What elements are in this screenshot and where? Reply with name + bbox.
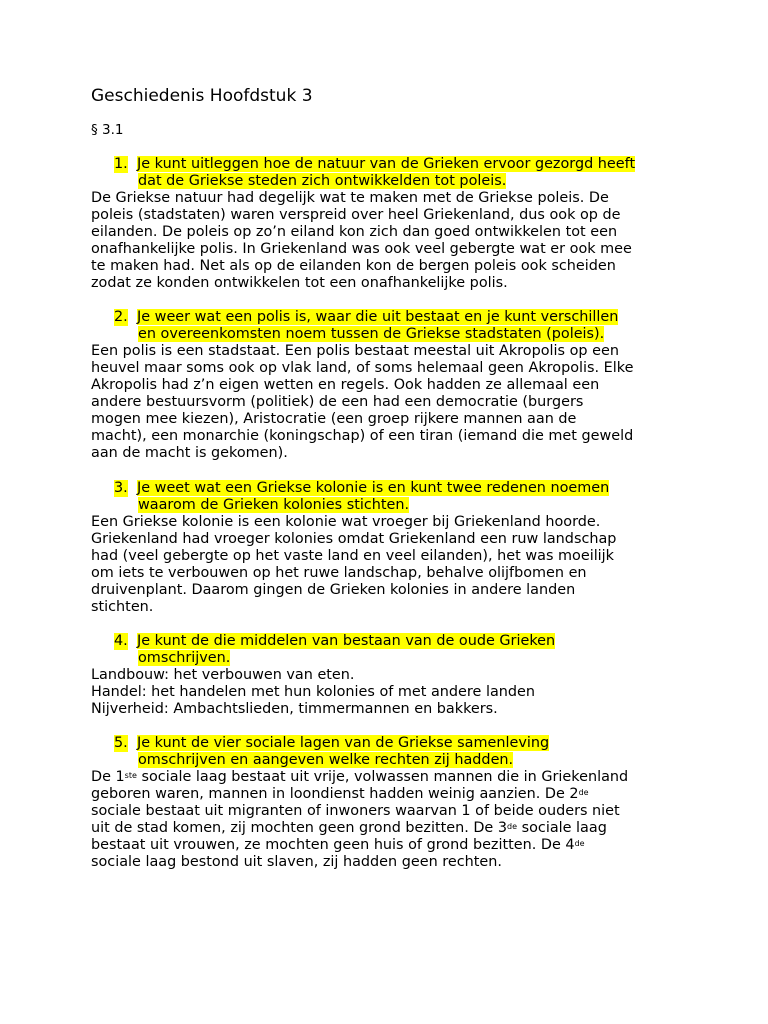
answer-line: Nijverheid: Ambachtslieden, timmermannen en bakkers. <box>91 701 498 717</box>
ordinal-superscript: ste <box>124 771 137 780</box>
answer-line: sociale bestaat uit migranten of inwoners waarvan 1 of beide ouders niet <box>91 803 620 819</box>
answer-line: heuvel maar soms ook op vlak land, of soms helemaal geen Akropolis. Elke <box>91 360 634 376</box>
answer-line: poleis (stadstaten) waren verspreid over heel Griekenland, dus ook op de <box>91 207 621 223</box>
answer-line: sociale laag bestond uit slaven, zij hadden geen rechten. <box>91 854 502 870</box>
answer-line: om iets te verbouwen op het ruwe landschap, behalve olijfbomen en <box>91 565 587 581</box>
question-number: 3. <box>114 480 128 496</box>
ordinal-superscript: de <box>507 822 518 831</box>
answer-4 <box>91 667 691 718</box>
question-3 <box>114 480 684 514</box>
answer-line: Griekenland had vroeger kolonies omdat Griekenland een ruw landschap <box>91 531 617 547</box>
answer-text: geboren waren, mannen in loondienst hadden weinig aanzien. De 2 <box>91 786 579 802</box>
question-number: 5. <box>114 735 128 751</box>
ordinal-superscript: de <box>574 839 585 848</box>
question-text-line: dat de Griekse steden zich ontwikkelden tot poleis. <box>138 173 507 189</box>
answer-line: Akropolis had z’n eigen wetten en regels. Ook hadden ze allemaal een <box>91 377 600 393</box>
question-number: 1. <box>114 156 128 172</box>
answer-text: sociale laag bestaat uit vrije, volwassen mannen die in Griekenland <box>136 769 629 785</box>
answer-line: stichten. <box>91 599 154 615</box>
question-text-line: Je kunt uitleggen hoe de natuur van de Grieken ervoor gezorgd heeft <box>137 156 636 172</box>
answer-line <box>91 837 691 854</box>
answer-line: De Griekse natuur had degelijk wat te maken met de Griekse poleis. De <box>91 190 609 206</box>
question-5 <box>114 735 684 769</box>
answer-5 <box>91 769 691 871</box>
question-1 <box>114 156 684 190</box>
answer-line: mogen mee kiezen), Aristocratie (een groep rijkere mannen aan de <box>91 411 577 427</box>
answer-line: Landbouw: het verbouwen van eten. <box>91 667 355 683</box>
answer-line: eilanden. De poleis op zo’n eiland kon zich dan goed ontwikkelen tot een <box>91 224 618 240</box>
answer-text: bestaat uit vrouwen, ze mochten geen huis of grond bezitten. De 4 <box>91 837 575 853</box>
answer-text: De 1 <box>91 769 125 785</box>
question-text-line: waarom de Grieken kolonies stichten. <box>138 497 410 513</box>
question-text-line: en overeenkomsten noem tussen de Griekse stadstaten (poleis). <box>138 326 605 342</box>
answer-line: Een Griekse kolonie is een kolonie wat vroeger bij Griekenland hoorde. <box>91 514 601 530</box>
answer-line: Een polis is een stadstaat. Een polis bestaat meestal uit Akropolis op een <box>91 343 619 359</box>
answer-line: te maken had. Net als op de eilanden kon de bergen poleis ook scheiden <box>91 258 616 274</box>
answer-line <box>91 786 691 803</box>
question-text-line: omschrijven en aangeven welke rechten zij hadden. <box>138 752 514 768</box>
question-text-line: Je weet wat een Griekse kolonie is en kunt twee redenen noemen <box>137 480 610 496</box>
document-title: Geschiedenis Hoofdstuk 3 <box>91 86 313 106</box>
answer-line <box>91 769 691 786</box>
question-text-line: omschrijven. <box>138 650 231 666</box>
question-text-line: Je weer wat een polis is, waar die uit bestaat en je kunt verschillen <box>137 309 619 325</box>
answer-2 <box>91 343 691 462</box>
answer-line <box>91 820 691 837</box>
answer-line: aan de macht is gekomen). <box>91 445 288 461</box>
answer-1 <box>91 190 691 292</box>
answer-line: Handel: het handelen met hun kolonies of met andere landen <box>91 684 535 700</box>
ordinal-superscript: de <box>578 788 589 797</box>
question-number: 2. <box>114 309 128 325</box>
question-text-line: Je kunt de vier sociale lagen van de Griekse samenleving <box>137 735 550 751</box>
answer-line: zodat ze konden ontwikkelen tot een onafhankelijke polis. <box>91 275 508 291</box>
answer-line: onafhankelijke polis. In Griekenland was ook veel gebergte wat er ook mee <box>91 241 632 257</box>
answer-line: macht), een monarchie (koningschap) of een tiran (iemand die met geweld <box>91 428 634 444</box>
answer-text: uit de stad komen, zij mochten geen grond bezitten. De 3 <box>91 820 508 836</box>
section-heading: § 3.1 <box>91 122 124 138</box>
answer-line: druivenplant. Daarom gingen de Grieken kolonies in andere landen <box>91 582 576 598</box>
question-number: 4. <box>114 633 128 649</box>
answer-text: sociale laag <box>517 820 607 836</box>
question-2 <box>114 309 684 343</box>
answer-line: andere bestuursvorm (politiek) de een had een democratie (burgers <box>91 394 584 410</box>
question-text-line: Je kunt de die middelen van bestaan van de oude Grieken <box>137 633 556 649</box>
answer-line: had (veel gebergte op het vaste land en veel eilanden), het was moeilijk <box>91 548 615 564</box>
question-4 <box>114 633 684 667</box>
answer-3 <box>91 514 691 616</box>
